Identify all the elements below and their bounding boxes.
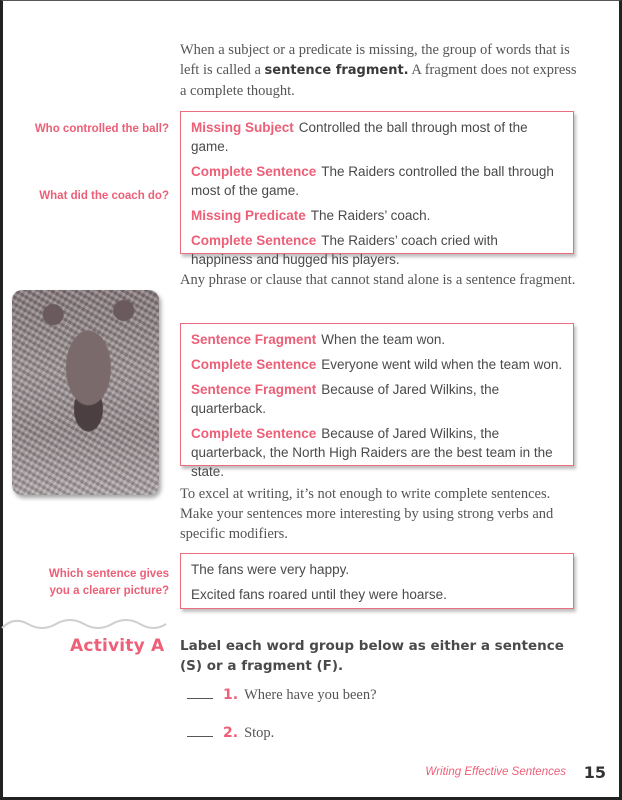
- intro-paragraph: [180, 40, 580, 101]
- entry-text: The Raiders’ coach.: [310, 208, 431, 223]
- side-question-predicate: What did the coach do?: [39, 190, 169, 202]
- side-question-clearer: [49, 566, 169, 600]
- answer-blank[interactable]: [187, 686, 213, 699]
- entry-text: Everyone went wild when the team won.: [321, 357, 563, 372]
- entry-text: The Raiders controlled the ball through most of the game.: [191, 164, 554, 198]
- entry-text: Because of Jared Wilkins, the quarterback.: [191, 382, 500, 416]
- example-entry: [191, 380, 563, 418]
- example-box-missing-parts: [180, 111, 574, 267]
- phrase-paragraph: Any phrase or clause that cannot stand alone is a sentence fragment.: [180, 272, 576, 288]
- item-number: 1.: [223, 687, 239, 703]
- entry-text: The Raiders’ coach cried with happiness and hugged his players.: [191, 233, 498, 267]
- item-number: 2.: [223, 725, 239, 741]
- entry-label: Complete Sentence: [191, 426, 317, 441]
- activity-item: [187, 724, 274, 742]
- activity-title: Activity A: [70, 636, 165, 656]
- side-question-line: Which sentence gives: [48, 568, 169, 580]
- entry-label: Sentence Fragment: [191, 332, 317, 347]
- example-entry: [191, 162, 563, 200]
- entry-label: Sentence Fragment: [191, 382, 317, 397]
- entry-text: When the team won.: [321, 332, 446, 347]
- activity-instructions: Label each word group below as either a sentence (S) or a fragment (F).: [180, 638, 564, 674]
- cheerleader-photo: [12, 290, 159, 495]
- wavy-divider: [0, 616, 170, 632]
- example-entry: [191, 330, 563, 349]
- key-term: sentence fragment.: [264, 63, 409, 78]
- example-entry: [191, 424, 563, 481]
- example-entry: [191, 118, 563, 156]
- side-question-subject: Who controlled the ball?: [34, 123, 169, 135]
- example-entry: [191, 355, 563, 374]
- side-question-line: you a clearer picture?: [49, 585, 169, 597]
- entry-label: Complete Sentence: [191, 164, 317, 179]
- example-entry: Excited fans roared until they were hoarse.: [191, 587, 447, 602]
- footer-section-title: Writing Effective Sentences: [425, 766, 566, 778]
- intro-text: When a subject or a predicate is missing, the group of words that is left is called a: [180, 42, 570, 78]
- example-box-vivid: [180, 553, 574, 609]
- item-text: Stop.: [244, 725, 275, 741]
- entry-label: Complete Sentence: [191, 357, 317, 372]
- example-entry: [191, 206, 563, 225]
- example-entry: [191, 231, 563, 269]
- activity-item: [187, 686, 377, 704]
- entry-label: Complete Sentence: [191, 233, 317, 248]
- entry-text: Controlled the ball through most of the game.: [191, 120, 528, 154]
- example-box-fragments: [180, 323, 574, 479]
- page-number: 15: [583, 763, 606, 782]
- entry-text: Because of Jared Wilkins, the quarterback, the North High Raiders are the best team in the state.: [191, 426, 553, 479]
- excel-paragraph: To excel at writing, it’s not enough to write complete sentences. Make your sentences more interesting by using strong verbs and specific modifiers.: [180, 486, 554, 542]
- example-entry: The fans were very happy.: [191, 562, 350, 577]
- answer-blank[interactable]: [187, 724, 213, 737]
- entry-label: Missing Predicate: [191, 208, 306, 223]
- intro-text-end: A fragment does not express a complete thought.: [180, 62, 577, 99]
- entry-label: Missing Subject: [191, 120, 294, 135]
- item-text: Where have you been?: [244, 687, 377, 703]
